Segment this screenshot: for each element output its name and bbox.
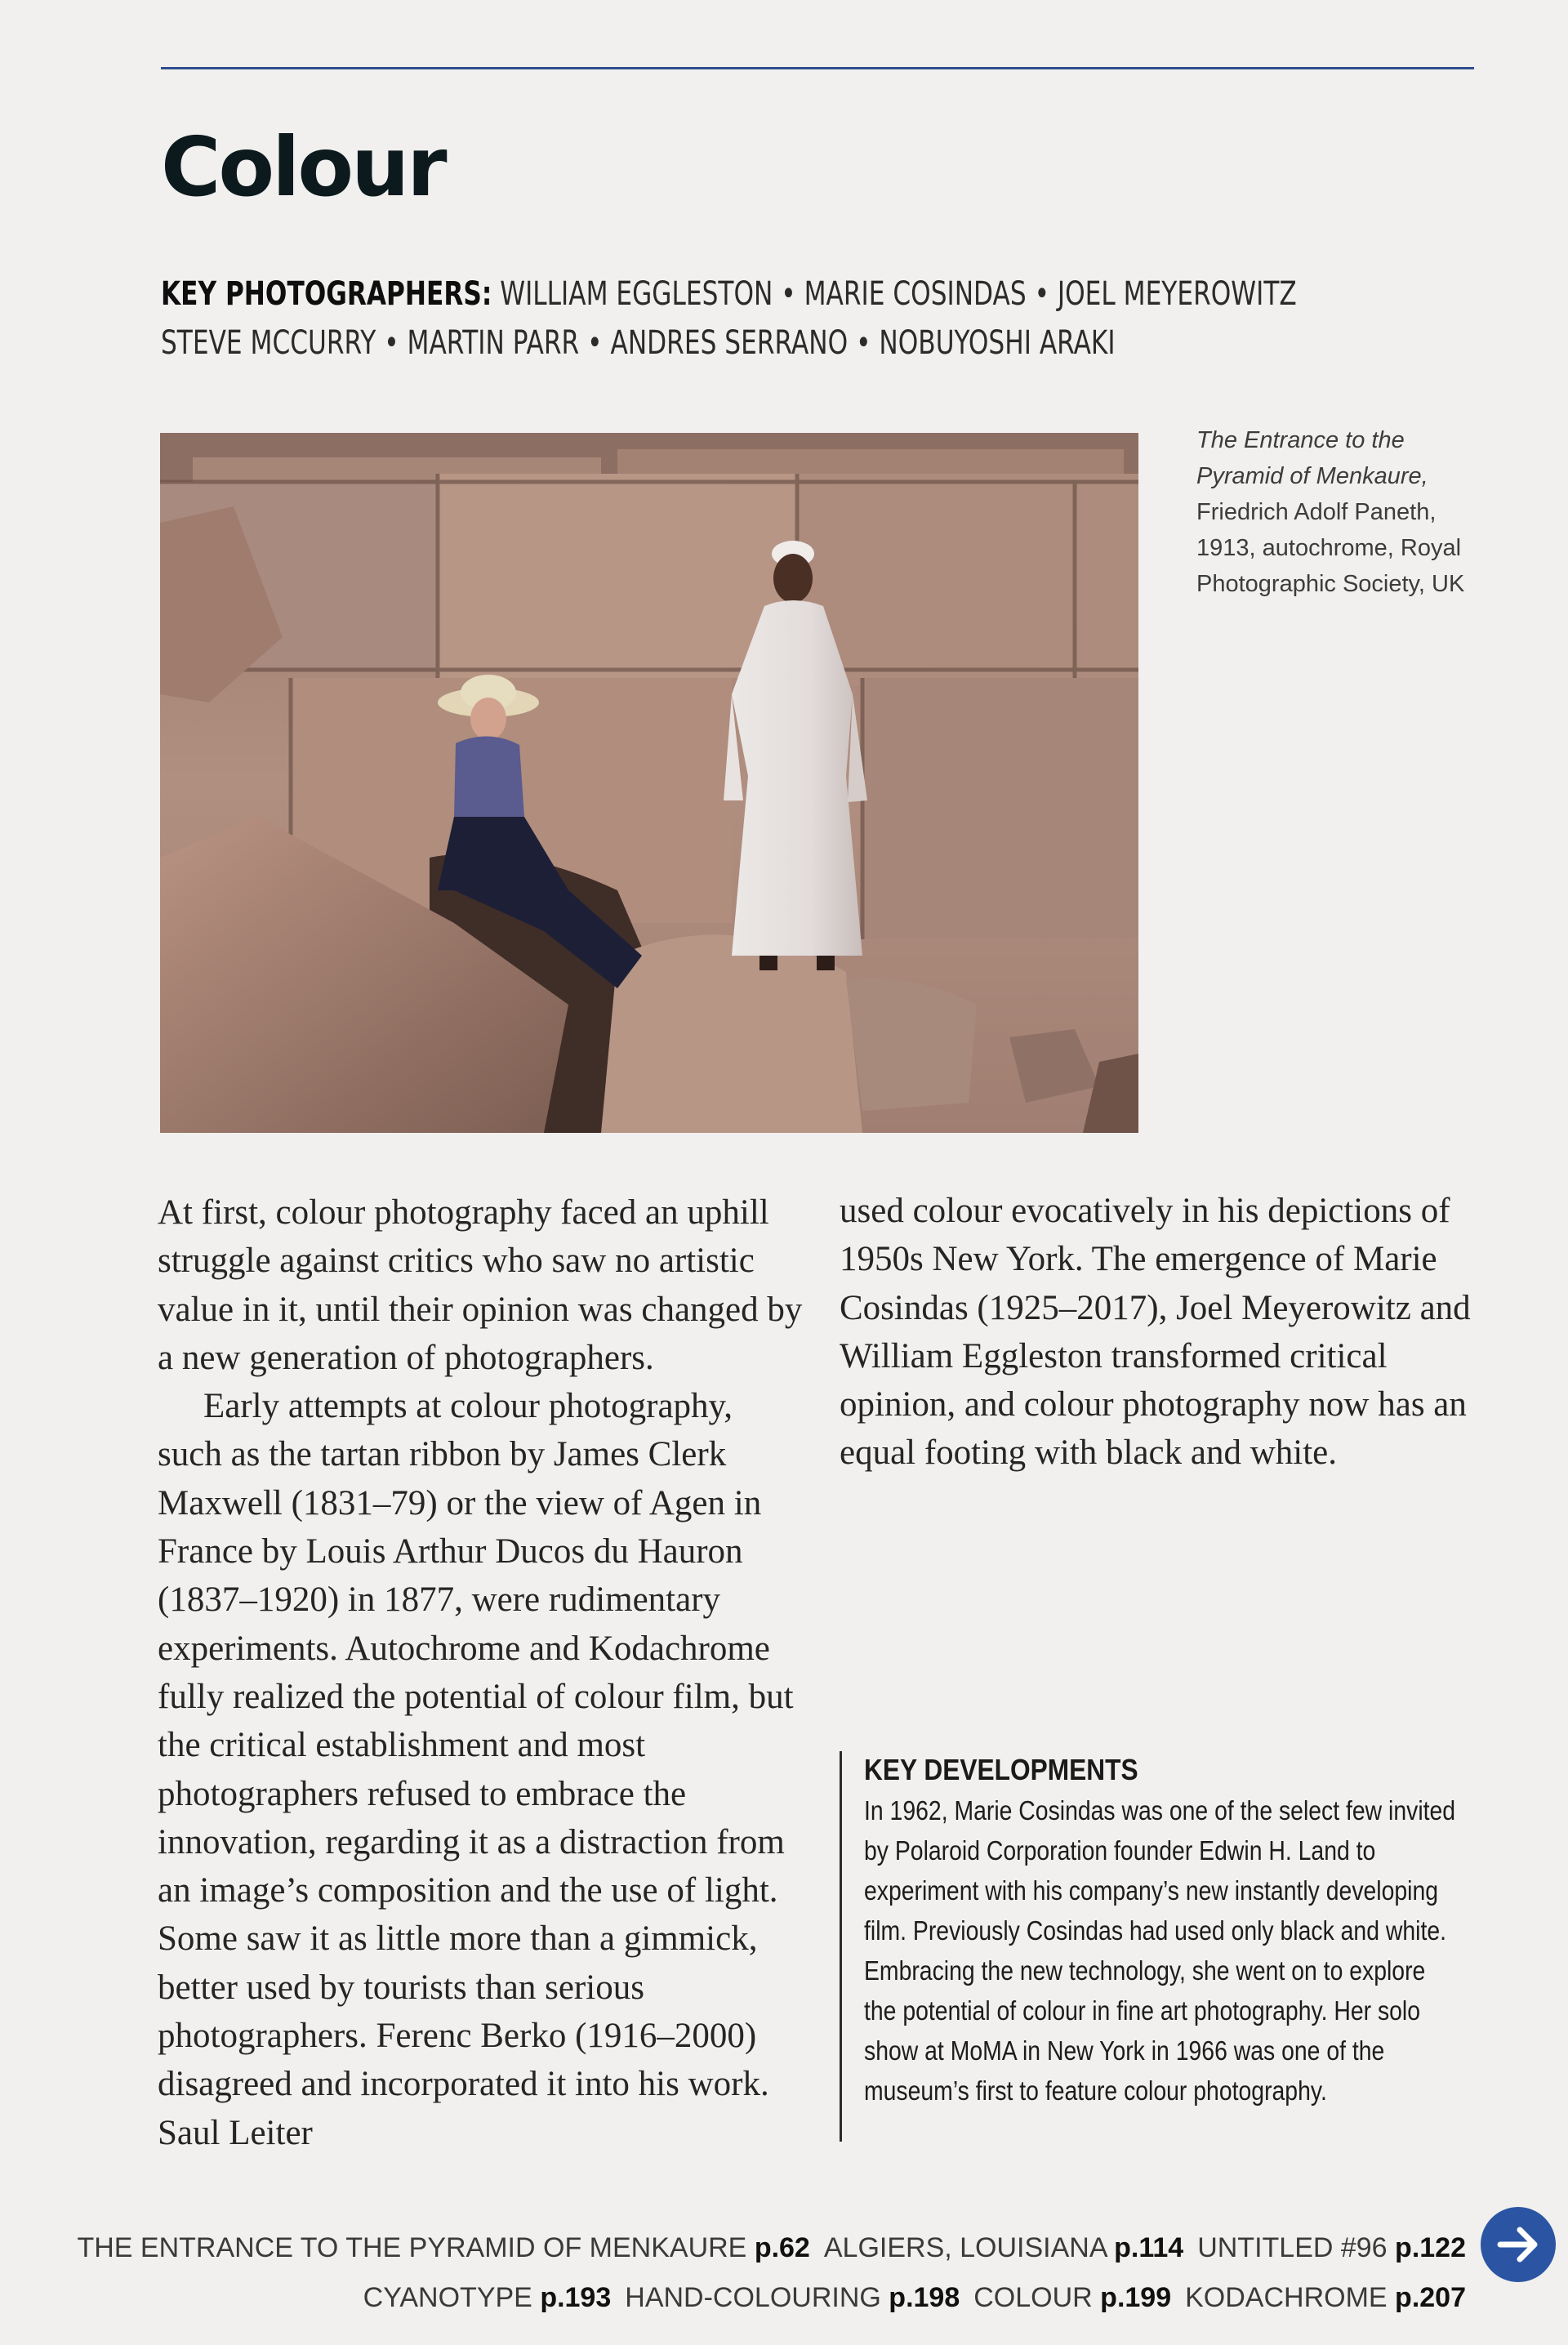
- reference-page: p.62: [754, 2232, 810, 2263]
- body-paragraph: Early attempts at colour photography, such as the tartan ribbon by James Clerk Maxwell (1831–79) or the view of Agen in France by Louis Arthur Ducos du Hauron (1837–1920) in 1877, were rudimentary experiments. Autochrome and Kodachrome fully realized the potential of colour film, but the critical establishment and most photographers refused to embrace the innovation, regarding it as a distraction from an image’s composition and the use of light. Some saw it as little more than a gimmick, better used by tourists than serious photographers. Ferenc Berko (1916–2000) disagreed and incorporated it into his work. Saul Leiter: [158, 1387, 794, 2152]
- key-developments-text: In 1962, Marie Cosindas was one of the select few invited by Polaroid Corporation founder Edwin H. Land to experiment with his company’s new instantly developing film. Previously Cosindas had used only black and white. Embracing the new technology, she went on to explore the potential of colour in fine art photography. Her solo show at MoMA in New York in 1966 was one of the museum’s first to feature colour photography.: [864, 1795, 1456, 2106]
- cross-reference-row: [77, 2223, 1466, 2273]
- top-rule: [161, 67, 1474, 69]
- body-column-left: [158, 1188, 803, 2157]
- key-photographers-line2: STEVE MCCURRY • MARTIN PARR • ANDRES SERRANO • NOBUYOSHI ARAKI: [161, 324, 1116, 362]
- caption-credit: Friedrich Adolf Paneth, 1913, autochrome, Royal Photographic Society, UK: [1196, 499, 1465, 597]
- reference-title: CYANOTYPE: [363, 2282, 532, 2313]
- cross-reference[interactable]: [363, 2282, 612, 2313]
- reference-page: p.193: [540, 2282, 612, 2313]
- photograph-pyramid-entrance: [160, 433, 1138, 1133]
- cross-reference[interactable]: [625, 2282, 960, 2313]
- page-title: Colour: [161, 119, 445, 215]
- cross-reference[interactable]: [1185, 2282, 1466, 2313]
- reference-title: ALGIERS, LOUISIANA: [823, 2232, 1107, 2263]
- arrow-right-icon: [1481, 2207, 1556, 2282]
- reference-title: KODACHROME: [1185, 2282, 1388, 2313]
- reference-title: THE ENTRANCE TO THE PYRAMID OF MENKAURE: [77, 2232, 747, 2263]
- photo-caption: [1196, 422, 1490, 602]
- next-page-button[interactable]: [1481, 2207, 1556, 2282]
- key-photographers-label: KEY PHOTOGRAPHERS:: [161, 275, 492, 313]
- caption-title: The Entrance to the Pyramid of Menkaure,: [1196, 427, 1428, 489]
- body-paragraph: used colour evocatively in his depictions of 1950s New York. The emergence of Marie Cosindas (1925–2017), Joel Meyerowitz and William Eggleston transformed critical opinion, and colour photography now has an equal footing with black and white.: [840, 1192, 1471, 1473]
- reference-page: p.114: [1114, 2232, 1184, 2263]
- key-photographers-line1: WILLIAM EGGLESTON • MARIE COSINDAS • JOEL MEYEROWITZ: [500, 275, 1297, 313]
- body-paragraph: At first, colour photography faced an uphill struggle against critics who saw no artistic value in it, until their opinion was changed by a new generation of photographers.: [158, 1193, 803, 1377]
- reference-title: UNTITLED #96: [1197, 2232, 1388, 2263]
- photograph-illustration: [160, 433, 1138, 1133]
- key-photographers: [161, 270, 1486, 368]
- reference-page: p.198: [889, 2282, 960, 2313]
- cross-reference[interactable]: [77, 2232, 809, 2263]
- cross-references: [77, 2223, 1466, 2323]
- cross-reference[interactable]: [1197, 2232, 1466, 2263]
- cross-reference-row: [77, 2273, 1466, 2323]
- reference-page: p.199: [1100, 2282, 1172, 2313]
- cross-reference[interactable]: [973, 2282, 1171, 2313]
- reference-title: HAND-COLOURING: [625, 2282, 881, 2313]
- reference-page: p.207: [1395, 2282, 1466, 2313]
- key-developments-box: [840, 1751, 1477, 2142]
- body-column-right: [840, 1187, 1485, 1478]
- reference-page: p.122: [1395, 2232, 1466, 2263]
- cross-reference[interactable]: [824, 2232, 1183, 2263]
- reference-title: COLOUR: [973, 2282, 1093, 2313]
- key-developments-heading: KEY DEVELOPMENTS: [864, 1753, 1138, 1786]
